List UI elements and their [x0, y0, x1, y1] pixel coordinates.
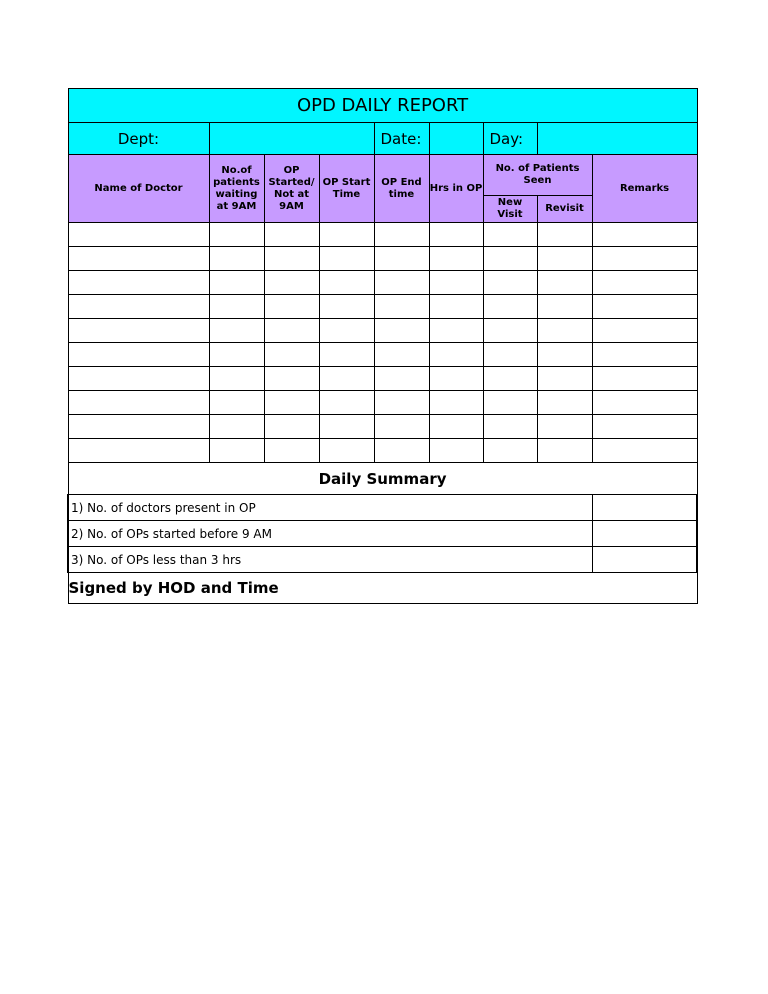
table-cell[interactable]	[209, 319, 264, 343]
table-cell[interactable]	[68, 439, 209, 463]
table-cell[interactable]	[537, 439, 592, 463]
table-row	[68, 367, 697, 391]
table-cell[interactable]	[374, 319, 429, 343]
header-op-start-time: OP Start Time	[319, 155, 374, 223]
dept-field[interactable]	[209, 123, 374, 155]
table-cell[interactable]	[429, 319, 483, 343]
table-cell[interactable]	[264, 247, 319, 271]
table-cell[interactable]	[592, 295, 697, 319]
table-cell[interactable]	[483, 439, 537, 463]
date-field[interactable]	[429, 123, 483, 155]
table-cell[interactable]	[537, 271, 592, 295]
table-cell[interactable]	[483, 295, 537, 319]
table-cell[interactable]	[374, 391, 429, 415]
table-cell[interactable]	[319, 439, 374, 463]
table-cell[interactable]	[264, 223, 319, 247]
table-cell[interactable]	[209, 271, 264, 295]
table-cell[interactable]	[374, 295, 429, 319]
table-cell[interactable]	[68, 415, 209, 439]
table-cell[interactable]	[429, 271, 483, 295]
table-cell[interactable]	[592, 223, 697, 247]
table-cell[interactable]	[537, 367, 592, 391]
day-label: Day:	[483, 123, 537, 155]
table-cell[interactable]	[429, 391, 483, 415]
table-cell[interactable]	[483, 319, 537, 343]
table-cell[interactable]	[537, 223, 592, 247]
table-cell[interactable]	[537, 247, 592, 271]
table-cell[interactable]	[209, 391, 264, 415]
table-cell[interactable]	[592, 319, 697, 343]
table-cell[interactable]	[209, 247, 264, 271]
table-cell[interactable]	[429, 247, 483, 271]
table-row	[68, 415, 697, 439]
table-cell[interactable]	[374, 439, 429, 463]
table-cell[interactable]	[483, 223, 537, 247]
dept-label: Dept:	[68, 123, 209, 155]
header-op-started: OP Started/ Not at 9AM	[264, 155, 319, 223]
table-cell[interactable]	[68, 223, 209, 247]
table-row	[68, 343, 697, 367]
table-row	[68, 391, 697, 415]
table-cell[interactable]	[374, 247, 429, 271]
table-cell[interactable]	[68, 271, 209, 295]
table-cell[interactable]	[592, 271, 697, 295]
daily-summary-title: Daily Summary	[68, 463, 697, 495]
table-cell[interactable]	[429, 415, 483, 439]
table-cell[interactable]	[429, 343, 483, 367]
table-cell[interactable]	[264, 391, 319, 415]
table-row	[68, 319, 697, 343]
table-cell[interactable]	[264, 415, 319, 439]
header-patients-waiting: No.of patients waiting at 9AM	[209, 155, 264, 223]
table-cell[interactable]	[319, 295, 374, 319]
table-cell[interactable]	[319, 271, 374, 295]
table-cell[interactable]	[592, 367, 697, 391]
table-row	[68, 271, 697, 295]
opd-report-table	[67, 88, 698, 604]
table-cell[interactable]	[483, 271, 537, 295]
summary-item-value[interactable]	[592, 547, 697, 573]
table-cell[interactable]	[537, 295, 592, 319]
table-cell[interactable]	[537, 391, 592, 415]
table-cell[interactable]	[483, 391, 537, 415]
table-cell[interactable]	[264, 367, 319, 391]
table-cell[interactable]	[319, 319, 374, 343]
table-cell[interactable]	[483, 247, 537, 271]
table-cell[interactable]	[429, 295, 483, 319]
table-cell[interactable]	[592, 391, 697, 415]
table-cell[interactable]	[592, 415, 697, 439]
day-field[interactable]	[537, 123, 697, 155]
table-row	[68, 223, 697, 247]
table-cell[interactable]	[319, 247, 374, 271]
summary-item-label: 1) No. of doctors present in OP	[68, 495, 592, 521]
date-label: Date:	[374, 123, 429, 155]
header-revisit: Revisit	[537, 196, 592, 223]
table-cell[interactable]	[592, 439, 697, 463]
table-cell[interactable]	[264, 295, 319, 319]
table-row	[68, 295, 697, 319]
table-cell[interactable]	[209, 295, 264, 319]
summary-item-label: 3) No. of OPs less than 3 hrs	[68, 547, 592, 573]
table-cell[interactable]	[374, 271, 429, 295]
table-cell[interactable]	[592, 247, 697, 271]
table-cell[interactable]	[68, 367, 209, 391]
table-cell[interactable]	[429, 367, 483, 391]
table-cell[interactable]	[209, 367, 264, 391]
table-cell[interactable]	[429, 223, 483, 247]
table-cell[interactable]	[374, 223, 429, 247]
table-cell[interactable]	[374, 343, 429, 367]
table-cell[interactable]	[483, 367, 537, 391]
table-cell[interactable]	[68, 295, 209, 319]
table-cell[interactable]	[319, 391, 374, 415]
table-cell[interactable]	[209, 223, 264, 247]
table-cell[interactable]	[209, 439, 264, 463]
header-hrs-in-op: Hrs in OP	[429, 155, 483, 223]
table-cell[interactable]	[68, 391, 209, 415]
table-cell[interactable]	[429, 439, 483, 463]
table-cell[interactable]	[319, 343, 374, 367]
header-name-of-doctor: Name of Doctor	[68, 155, 209, 223]
table-cell[interactable]	[319, 415, 374, 439]
summary-item-value[interactable]	[592, 521, 697, 547]
report-title: OPD DAILY REPORT	[68, 89, 697, 123]
table-cell[interactable]	[209, 415, 264, 439]
table-cell[interactable]	[319, 223, 374, 247]
table-cell[interactable]	[319, 367, 374, 391]
table-cell[interactable]	[374, 415, 429, 439]
table-cell[interactable]	[264, 319, 319, 343]
table-cell[interactable]	[483, 343, 537, 367]
summary-item-label: 2) No. of OPs started before 9 AM	[68, 521, 592, 547]
hod-signature-field[interactable]: Signed by HOD and Time	[68, 573, 697, 604]
table-cell[interactable]	[68, 343, 209, 367]
table-cell[interactable]	[483, 415, 537, 439]
table-cell[interactable]	[264, 343, 319, 367]
table-cell[interactable]	[374, 367, 429, 391]
summary-item-value[interactable]	[592, 495, 697, 521]
table-cell[interactable]	[68, 247, 209, 271]
table-cell[interactable]	[209, 343, 264, 367]
table-cell[interactable]	[68, 319, 209, 343]
table-row	[68, 247, 697, 271]
table-cell[interactable]	[537, 343, 592, 367]
table-cell[interactable]	[264, 271, 319, 295]
table-cell[interactable]	[537, 319, 592, 343]
header-new-visit: New Visit	[483, 196, 537, 223]
table-cell[interactable]	[264, 439, 319, 463]
table-row	[68, 439, 697, 463]
header-patients-seen: No. of Patients Seen	[483, 155, 592, 196]
header-remarks: Remarks	[592, 155, 697, 223]
table-cell[interactable]	[592, 343, 697, 367]
header-op-end-time: OP End time	[374, 155, 429, 223]
doctor-rows	[68, 223, 697, 463]
table-cell[interactable]	[537, 415, 592, 439]
